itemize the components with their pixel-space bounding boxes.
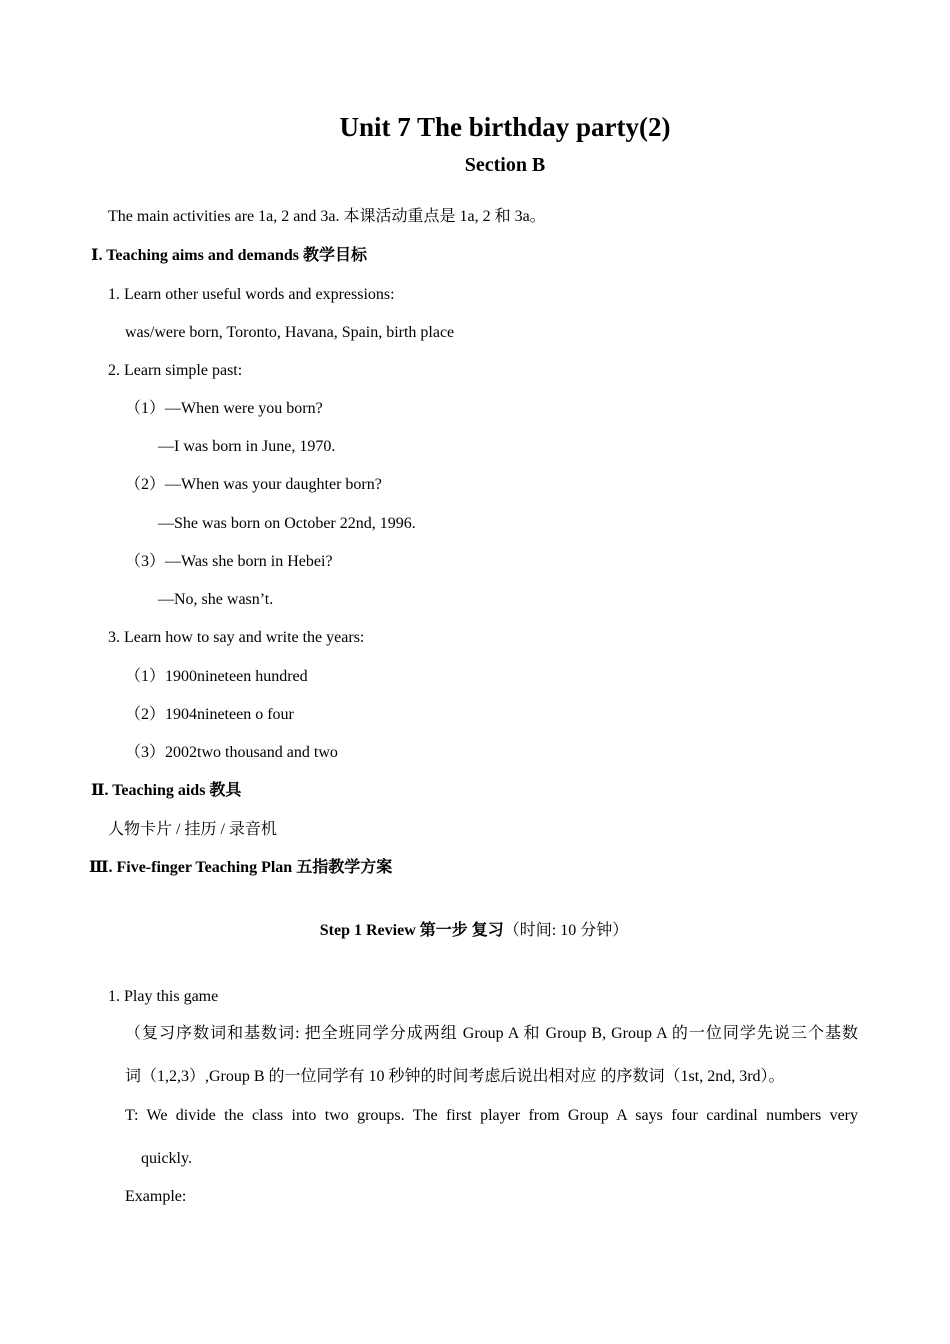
dialog-question-2: （2）—When was your daughter born? bbox=[125, 476, 382, 493]
step-time: （时间: 10 分钟） bbox=[503, 922, 629, 939]
dialog-question-1: （1）—When were you born? bbox=[125, 400, 323, 417]
page-subtitle: Section B bbox=[464, 154, 546, 176]
year-example-1: （1）1900nineteen hundred bbox=[125, 668, 308, 685]
aids-list: 人物卡片 / 挂历 / 录音机 bbox=[108, 821, 277, 838]
page-title: Unit 7 The birthday party(2) bbox=[339, 112, 671, 142]
section-heading-plan: Ⅲ. Five-finger Teaching Plan 五指教学方案 bbox=[89, 859, 393, 876]
dialog-answer-2: —She was born on October 22nd, 1996. bbox=[158, 515, 416, 532]
aim-item-2: 2. Learn simple past: bbox=[108, 362, 243, 379]
year-example-3: （3）2002two thousand and two bbox=[125, 744, 338, 761]
aim-item-3: 3. Learn how to say and write the years: bbox=[108, 629, 365, 646]
game-description-line-1: （复习序数词和基数词: 把全班同学分成两组 Group A 和 Group B, Group A 的一位同学先说三个基数 bbox=[125, 1025, 858, 1042]
teacher-line-1: T: We divide the class into two groups. The first player from Group A says four cardinal numbers very bbox=[125, 1107, 858, 1124]
dialog-answer-3: —No, she wasn’t. bbox=[158, 591, 274, 608]
year-example-2: （2）1904nineteen o four bbox=[125, 706, 294, 723]
section-heading-aids: Ⅱ. Teaching aids 教具 bbox=[91, 782, 242, 799]
teacher-line-2: quickly. bbox=[141, 1150, 192, 1167]
game-item: 1. Play this game bbox=[108, 988, 219, 1005]
step-heading bbox=[0, 921, 948, 941]
game-description-line-2: 词（1,2,3）,Group B 的一位同学有 10 秒钟的时间考虑后说出相对应 的序数词（1st, 2nd, 3rd）。 bbox=[125, 1068, 785, 1085]
intro-text: The main activities are 1a, 2 and 3a. 本课活动重点是 1a, 2 和 3a。 bbox=[108, 208, 546, 225]
example-label: Example: bbox=[125, 1188, 187, 1205]
aim-item-1: 1. Learn other useful words and expressions: bbox=[108, 286, 395, 303]
dialog-question-3: （3）—Was she born in Hebei? bbox=[125, 553, 333, 570]
dialog-answer-1: —I was born in June, 1970. bbox=[158, 438, 336, 455]
section-heading-aims: Ⅰ. Teaching aims and demands 教学目标 bbox=[91, 247, 367, 264]
aim-item-1-words: was/were born, Toronto, Havana, Spain, birth place bbox=[125, 324, 455, 341]
step-label: Step 1 Review 第一步 复习 bbox=[319, 922, 504, 939]
